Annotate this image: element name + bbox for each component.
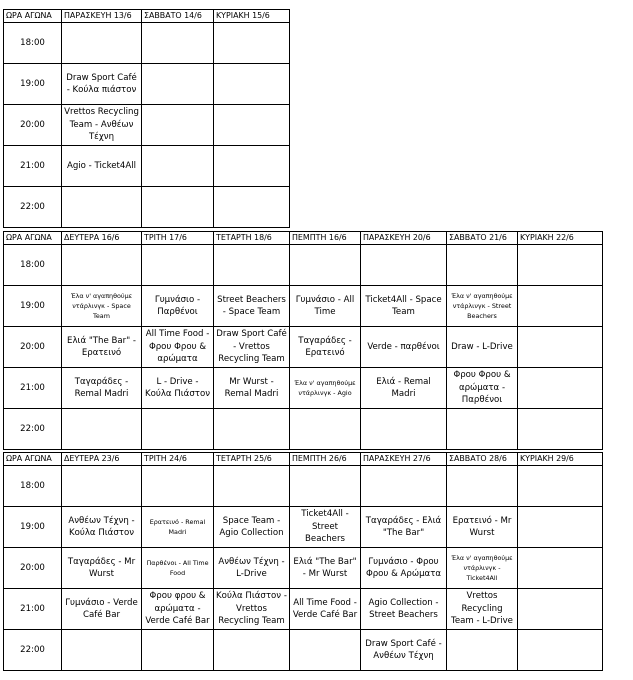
match-cell: All Time Food - Verde Café Bar	[290, 589, 361, 630]
match-cell: Έλα ν' αγαπηθούμε ντάρλινγκ - Space Team	[62, 286, 142, 327]
time-cell: 21:00	[4, 368, 62, 409]
match-cell	[62, 245, 142, 286]
match-cell	[447, 630, 518, 671]
match-cell: Ανθέων Τέχνη - Κούλα Πιάστον	[62, 507, 142, 548]
match-cell: Φρου φρου & αρώματα - Verde Café Bar	[142, 589, 214, 630]
time-row	[4, 187, 290, 228]
header-cell: ΩΡΑ ΑΓΩΝΑ	[4, 10, 62, 23]
match-cell	[518, 589, 603, 630]
match-cell	[214, 23, 290, 64]
match-cell	[447, 466, 518, 507]
match-cell: Έλα ν' αγαπηθούμε ντάρλινγκ - Agio	[290, 368, 361, 409]
time-cell: 21:00	[4, 589, 62, 630]
match-cell: Ανθέων Τέχνη - L-Drive	[214, 548, 290, 589]
match-cell: Ελιά "The Bar" - Mr Wurst	[290, 548, 361, 589]
match-cell: Agio - Ticket4All	[62, 146, 142, 187]
match-cell: Γυμνάσιο - Φρου Φρου & Αρώματα	[361, 548, 447, 589]
schedule-week-3	[3, 452, 603, 671]
time-row	[4, 23, 290, 64]
time-cell: 18:00	[4, 245, 62, 286]
match-cell: Ερατεινό - Remal Madri	[142, 507, 214, 548]
match-cell: Φρου Φρου & αρώματα - Παρθένοι	[447, 368, 518, 409]
match-cell: Έλα ν' αγαπηθούμε ντάρλινγκ - Ticket4All	[447, 548, 518, 589]
match-cell: Ελιά "The Bar" - Ερατεινό	[62, 327, 142, 368]
header-cell: ΠΕΜΠΤΗ 16/6	[290, 232, 361, 245]
match-cell: Ελιά - Remal Madri	[361, 368, 447, 409]
match-cell: Ταγαράδες - Mr Wurst	[62, 548, 142, 589]
header-cell: ΩΡΑ ΑΓΩΝΑ	[4, 453, 62, 466]
time-cell: 19:00	[4, 507, 62, 548]
time-row	[4, 64, 290, 105]
match-cell	[62, 187, 142, 228]
match-cell	[142, 245, 214, 286]
match-cell: Verde - παρθένοι	[361, 327, 447, 368]
match-cell: Mr Wurst - Remal Madri	[214, 368, 290, 409]
match-cell	[518, 368, 603, 409]
schedule-week-2	[3, 231, 603, 450]
match-cell	[290, 630, 361, 671]
match-cell: Vrettos Recycling Team - L-Drive	[447, 589, 518, 630]
match-cell	[518, 507, 603, 548]
match-cell	[518, 548, 603, 589]
time-cell: 22:00	[4, 409, 62, 450]
match-cell: Street Beachers - Space Team	[214, 286, 290, 327]
match-cell	[361, 245, 447, 286]
match-cell	[447, 245, 518, 286]
match-cell	[62, 630, 142, 671]
header-cell: ΠΑΡΑΣΚΕΥΗ 27/6	[361, 453, 447, 466]
time-row	[4, 507, 603, 548]
schedule-week-1	[3, 9, 290, 228]
match-cell	[214, 630, 290, 671]
match-cell	[361, 409, 447, 450]
match-cell	[518, 327, 603, 368]
match-cell: Ταγαράδες - Ελιά "The Bar"	[361, 507, 447, 548]
match-cell	[142, 105, 214, 146]
match-cell: Draw Sport Café - Vrettos Recycling Team	[214, 327, 290, 368]
match-cell: Ticket4All - Space Team	[361, 286, 447, 327]
header-row	[4, 232, 603, 245]
match-cell: L - Drive - Κούλα Πιάστον	[142, 368, 214, 409]
match-cell	[518, 409, 603, 450]
match-cell	[62, 23, 142, 64]
match-cell	[142, 630, 214, 671]
match-cell	[142, 187, 214, 228]
time-cell: 19:00	[4, 64, 62, 105]
time-cell: 20:00	[4, 105, 62, 146]
match-cell	[214, 245, 290, 286]
time-cell: 20:00	[4, 548, 62, 589]
header-cell: ΚΥΡΙΑΚΗ 22/6	[518, 232, 603, 245]
match-cell: Ερατεινό - Mr Wurst	[447, 507, 518, 548]
header-cell: ΤΕΤΑΡΤΗ 25/6	[214, 453, 290, 466]
match-cell: Vrettos Recycling Team - Ανθέων Τέχνη	[62, 105, 142, 146]
time-cell: 20:00	[4, 327, 62, 368]
header-cell: ΠΑΡΑΣΚΕΥΗ 13/6	[62, 10, 142, 23]
header-cell: ΩΡΑ ΑΓΩΝΑ	[4, 232, 62, 245]
match-cell	[518, 466, 603, 507]
match-cell	[214, 466, 290, 507]
match-cell: Ticket4All - Street Beachers	[290, 507, 361, 548]
time-row	[4, 589, 603, 630]
match-cell	[214, 409, 290, 450]
match-cell: Draw Sport Café - Ανθέων Τέχνη	[361, 630, 447, 671]
match-cell: Έλα ν' αγαπηθούμε ντάρλινγκ - Street Beachers	[447, 286, 518, 327]
match-cell: Space Team - Agio Collection	[214, 507, 290, 548]
match-cell	[518, 630, 603, 671]
match-cell	[290, 245, 361, 286]
header-cell: ΚΥΡΙΑΚΗ 29/6	[518, 453, 603, 466]
header-cell: ΠΕΜΠΤΗ 26/6	[290, 453, 361, 466]
match-cell: Ταγαράδες - Remal Madri	[62, 368, 142, 409]
match-cell	[214, 187, 290, 228]
time-cell: 21:00	[4, 146, 62, 187]
match-cell: Draw Sport Café - Κούλα πιάστον	[62, 64, 142, 105]
match-cell: Ταγαράδες - Ερατεινό	[290, 327, 361, 368]
time-cell: 22:00	[4, 187, 62, 228]
match-cell	[142, 409, 214, 450]
match-cell: Κούλα Πιάστον - Vrettos Recycling Team	[214, 589, 290, 630]
header-cell: ΠΑΡΑΣΚΕΥΗ 20/6	[361, 232, 447, 245]
match-cell	[62, 409, 142, 450]
header-cell: ΤΕΤΑΡΤΗ 18/6	[214, 232, 290, 245]
match-cell	[142, 23, 214, 64]
time-row	[4, 146, 290, 187]
time-cell: 19:00	[4, 286, 62, 327]
header-cell: ΤΡΙΤΗ 24/6	[142, 453, 214, 466]
header-row	[4, 10, 290, 23]
time-row	[4, 368, 603, 409]
time-cell: 18:00	[4, 466, 62, 507]
time-cell: 22:00	[4, 630, 62, 671]
header-row	[4, 453, 603, 466]
match-cell: All Time Food - Φρου Φρου & αρώματα	[142, 327, 214, 368]
match-cell: Agio Collection - Street Beachers	[361, 589, 447, 630]
match-cell	[214, 146, 290, 187]
match-cell	[142, 64, 214, 105]
time-row	[4, 409, 603, 450]
match-cell	[518, 286, 603, 327]
match-cell	[62, 466, 142, 507]
match-cell	[142, 466, 214, 507]
time-row	[4, 327, 603, 368]
match-cell	[290, 409, 361, 450]
time-row	[4, 245, 603, 286]
match-cell	[142, 146, 214, 187]
time-row	[4, 630, 603, 671]
header-cell: ΣΑΒΒΑΤΟ 14/6	[142, 10, 214, 23]
header-cell: ΣΑΒΒΑΤΟ 28/6	[447, 453, 518, 466]
match-cell: Γυμνάσιο - All Time	[290, 286, 361, 327]
time-cell: 18:00	[4, 23, 62, 64]
time-row	[4, 466, 603, 507]
header-cell: ΤΡΙΤΗ 17/6	[142, 232, 214, 245]
header-cell: ΚΥΡΙΑΚΗ 15/6	[214, 10, 290, 23]
time-row	[4, 286, 603, 327]
time-row	[4, 105, 290, 146]
match-cell	[214, 105, 290, 146]
match-cell: Draw - L-Drive	[447, 327, 518, 368]
match-cell: Γυμνάσιο - Παρθένοι	[142, 286, 214, 327]
match-cell: Παρθένοι - All Time Food	[142, 548, 214, 589]
match-cell	[214, 64, 290, 105]
header-cell: ΣΑΒΒΑΤΟ 21/6	[447, 232, 518, 245]
match-cell	[290, 466, 361, 507]
match-cell	[447, 409, 518, 450]
header-cell: ΔΕΥΤΕΡΑ 23/6	[62, 453, 142, 466]
header-cell: ΔΕΥΤΕΡΑ 16/6	[62, 232, 142, 245]
match-cell	[361, 466, 447, 507]
time-row	[4, 548, 603, 589]
match-cell	[518, 245, 603, 286]
match-cell: Γυμνάσιο - Verde Café Bar	[62, 589, 142, 630]
